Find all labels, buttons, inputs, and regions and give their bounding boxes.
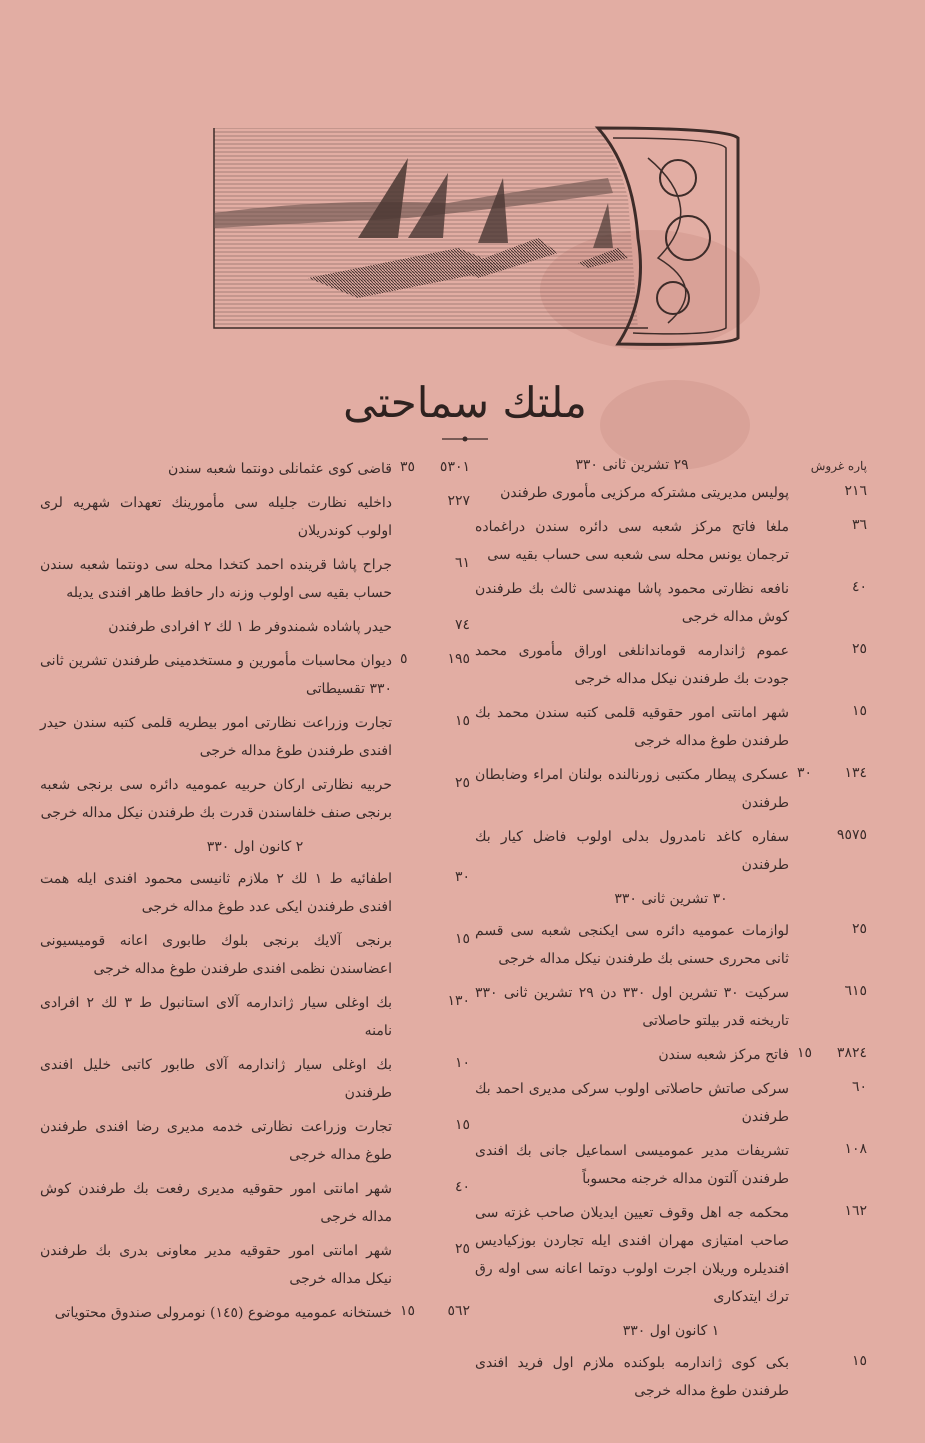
amount-kurus: ٦۱٥ [844,983,867,999]
entry-description: بك اوغلی سیار ژاندارمه آلای استانبول ط ۳ لك ۲ افرادی نامنه [40,995,392,1039]
amount-kurus: ۳۰ [454,869,470,885]
ledger-entry [40,771,470,827]
entry-amount [797,1137,867,1157]
amount-para: ٥ [400,651,408,667]
amount-kurus: ۹٥۷٥ [836,827,867,843]
entry-date: ۳۰ تشرین ثانی ۳۳۰ [614,891,728,907]
ledger-entry [40,455,470,483]
amount-para: ۳٥ [400,459,416,475]
entry-description: قاضی کوی عثمانلی دونتما شعبه سندن [167,461,392,477]
amount-para: ۱٥ [400,1303,416,1319]
ledger-entry [40,551,470,607]
entry-amount [400,865,470,885]
title-ornament [440,434,490,444]
entry-description: سرکیت ۳۰ تشرین اول ۳۳۰ دن ۲۹ تشرین ثانی ۳۳۰ تاریخنه قدر بیلتو حاصلاتی [475,985,790,1029]
entry-amount [400,771,470,791]
ledger-entry [40,989,470,1045]
amount-kurus: ٥۳۰۱ [439,459,470,475]
ledger-entry [40,1113,470,1169]
entry-description: بك اوغلی سیار ژاندارمه آلای طابور کاتبی خلیل افندی طرفندن [40,1057,392,1101]
ledger-entry [40,927,470,983]
entry-description: برنجی آلایك برنجی بلوك طابوری اعانه قومیسیونی اعضاسندن نظمی افندی طرفندن طوغ مداله خرجی [40,933,392,977]
amount-para: ۱٥ [797,1045,813,1061]
entry-date: ۲ کانون اول ۳۳۰ [206,839,304,855]
ledger-entry [40,613,470,641]
entry-description: جراح پاشا قرینده احمد کتخدا محله سی دونتما شعبه سندن حساب بقیه سی اولوب وزنه دار حافظ طاهر افندی یدیله [40,557,392,601]
left-column [40,455,470,1333]
amount-kurus: ۱۳۰ [447,993,470,1009]
ledger-entry [475,479,867,507]
entry-amount [797,479,867,499]
ledger-entry [40,865,470,921]
ledger-entry [475,513,867,569]
ledger-entry [40,709,470,765]
entry-amount [797,1349,867,1369]
entry-description: تجارت وزراعت نظارتی خدمه مدیری رضا افندی طرفندن طوغ مداله خرجی [40,1119,392,1163]
ledger-entry [475,1349,867,1405]
entry-description: خستخانه عمومیه موضوع (۱٤٥) نومرولی صندوق محتویاتی [54,1305,392,1321]
entry-description: بکی کوی ژاندارمه بلوکنده ملازم اول فرید افندی طرفندن طوغ مداله خرجی [475,1355,789,1399]
ledger-entry [475,1199,867,1311]
amount-kurus: ۲٥ [851,641,867,657]
currency-header: پاره غروش [810,459,867,473]
entry-description: سرکی صاتش حاصلاتی اولوب سرکی مدیری احمد بك طرفندن [475,1081,789,1125]
entry-description: حربیه نظارتی ارکان حربیه عمومیه دائره سی برنجی شعبه برنجی صنف خلفاسندن قدرت بك طرفندن نیکل مداله خرجی [40,777,392,821]
entry-amount [400,1237,470,1257]
ledger-entry [475,637,867,693]
ledger-entry [40,489,470,545]
entry-description: تشریفات مدیر عمومیسی اسماعیل جانی بك افندی طرفندن آلتون مداله خرجنه محسوباً [475,1143,789,1187]
column-header [475,455,867,475]
entry-description: فاتح مرکز شعبه سندن [658,1047,789,1063]
entry-amount [400,489,470,509]
entry-amount [400,989,470,1009]
entry-description: شهر امانتی امور حقوقیه مدیری رفعت بك طرفندن کوش مداله خرجی [40,1181,392,1225]
amount-kurus: ۱۰ [454,1055,470,1071]
boats-engraving [208,118,746,348]
entry-description: ملغا فاتح مرکز شعبه سی دائره سندن دراغماده ترجمان یونس محله سی شعبه سی حساب بقیه سی [475,519,789,563]
entry-amount [797,917,867,937]
amount-kurus: ۲٥ [454,1241,470,1257]
amount-kurus: ۲۱٦ [844,483,867,499]
entry-amount [400,647,470,667]
entry-description: تجارت وزراعت نظارتی امور بیطریه قلمی کتبه سندن حیدر افندی طرفندن طوغ مداله خرجی [40,715,392,759]
amount-kurus: ۱٥ [851,703,867,719]
amount-kurus: ۱٥ [851,1353,867,1369]
ledger-entry [475,1075,867,1131]
amount-kurus: ۱٦۲ [844,1203,867,1219]
entry-description: شهر امانتی امور حقوقیه قلمی کتبه سندن محمد بك طرفندن طوغ مداله خرجی [475,705,789,749]
amount-para: ۳۰ [797,765,813,781]
ledger-entry [475,1041,867,1069]
entry-amount [797,699,867,719]
amount-kurus: ۲٥ [454,775,470,791]
entry-amount [400,1051,470,1071]
entry-description: داخلیه نظارت جلیله سی مأمورینك تعهدات شهریه لری اولوب کوندریلان [40,495,392,539]
ledger-entry [40,1237,470,1293]
entry-amount [400,1113,470,1133]
amount-kurus: ٤٠ [851,579,867,595]
entry-amount [400,1299,470,1319]
entry-amount [797,1041,867,1061]
ledger-entry [40,1175,470,1231]
ledger-entry [40,647,470,703]
amount-kurus: ۲٥ [851,921,867,937]
entry-amount [400,927,470,947]
ledger-entry [475,979,867,1035]
entry-description: شهر امانتی امور حقوقیه مدیر معاونی بدری بك طرفندن نیکل مداله خرجی [40,1243,392,1287]
entry-description: دیوان محاسبات مأمورین و مستخدمینی طرفندن تشرین ثانی ۳۳۰ تقسیطاتی [40,653,392,697]
amount-kurus: ٤۰ [454,1179,470,1195]
entry-description: عسکری پیطار مکتبی زورنالنده بولنان امراء وضابطان طرفندن [475,767,789,811]
entry-description: نافعه نظارتی محمود پاشا مهندسی ثالث بك طرفندن کوش مداله خرجی [475,581,789,625]
entry-description: محکمه جه اهل وقوف تعیین ایدیلان صاحب غزته سی صاحب امتیازی مهران افندی ایله تجاردن بوزکیادیس افندیلره وریلان اجرت اولوب دوتما اعانه سی اوله رق ترك ایتدکاری [475,1205,789,1305]
amount-kurus: ۱۳٤ [844,765,867,781]
ledger-entry [40,1051,470,1107]
entry-amount [797,1075,867,1095]
amount-kurus: ۱٥ [454,1117,470,1133]
ledger-entry [475,917,867,973]
entry-amount [797,1199,867,1219]
amount-kurus: ۳٦ [851,517,867,533]
entry-description: حیدر پاشاده شمندوفر ط ۱ لك ۲ افرادی طرفندن [108,619,392,635]
entry-amount [797,761,867,781]
entry-description: اطفائیه ط ۱ لك ۲ ملازم ثانیسی محمود افندی ایله همت افندی طرفندن ایکی عدد طوغ مداله خرجی [40,871,392,915]
amount-kurus: ۳۸۲٤ [836,1045,867,1061]
amount-kurus: ۱۹٥ [447,651,470,667]
ledger-entry [475,575,867,631]
column-date: ۲۹ تشرین ثانی ۳۳۰ [575,457,689,473]
ledger-entry [475,823,867,879]
ledger-entry [475,1137,867,1193]
amount-kurus: ٦۱ [454,555,470,571]
entry-amount [797,575,867,595]
ledger-entry [475,699,867,755]
amount-kurus: ٦۰ [851,1079,867,1095]
ledger-entry [40,1299,470,1327]
entry-amount [797,979,867,999]
amount-kurus: ۷٤ [454,617,470,633]
entry-amount [797,513,867,533]
entry-date: ۱ کانون اول ۳۳۰ [622,1323,720,1339]
amount-kurus: ۱۰۸ [844,1141,867,1157]
entry-description: عموم ژاندارمه قوماندانلغی اوراق مأموری محمد جودت بك طرفندن نیکل مداله خرجی [475,643,789,687]
amount-kurus: ۱٥ [454,931,470,947]
entry-description: پولیس مدیریتی مشترکه مرکزیی مأموری طرفندن [500,485,789,501]
ledger-entry [475,761,867,817]
amount-kurus: ۱٥ [454,713,470,729]
entry-amount [400,551,470,571]
entry-description: لوازمات عمومیه دائره سی ایکنجی شعبه سی قسم ثانی محرری حسنی بك طرفندن نیکل مداله خرجی [475,923,789,967]
entry-amount [400,455,470,475]
entry-amount [797,637,867,657]
right-column [475,455,867,1411]
entry-amount [400,1175,470,1195]
entry-amount [797,823,867,843]
entry-description: سفاره کاغد نامدرول بدلی اولوب فاضل کیار بك طرفندن [475,829,789,873]
entry-amount [400,709,470,729]
page-title: ملتك سماحتی [343,378,587,427]
amount-kurus: ۲۲۷ [447,493,470,509]
amount-kurus: ٥٦۲ [447,1303,470,1319]
entry-amount [400,613,470,633]
